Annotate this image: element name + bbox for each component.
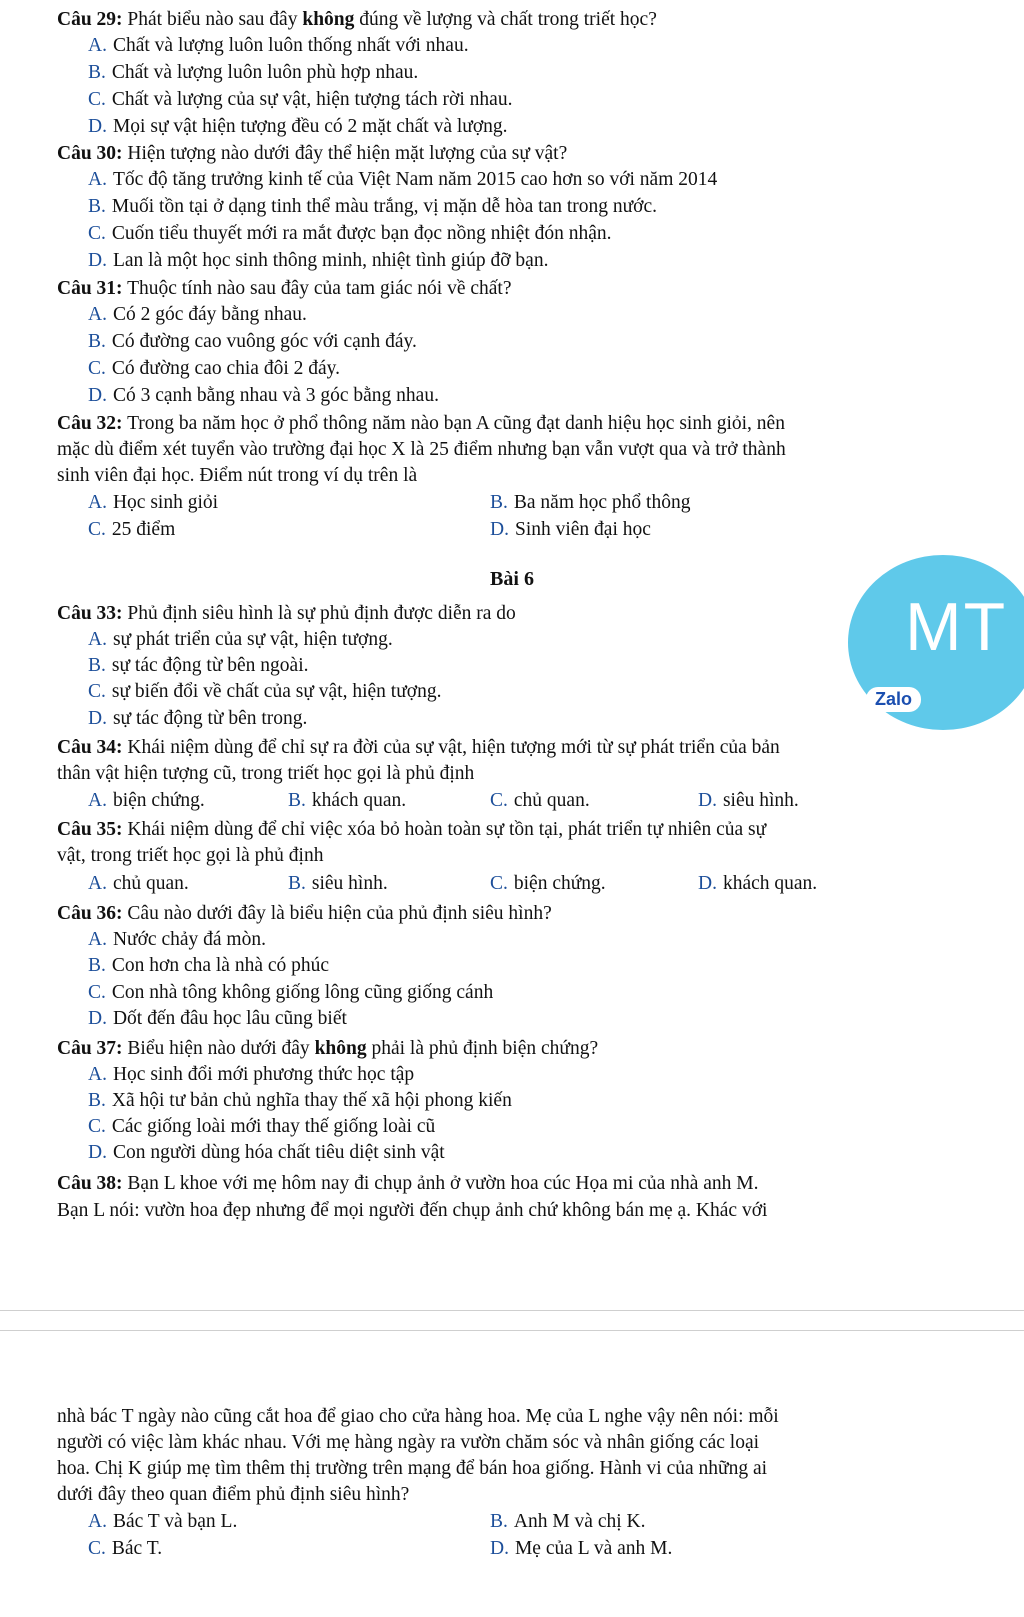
section-title: Bài 6 bbox=[490, 568, 534, 590]
q32-b: B. bbox=[490, 492, 508, 513]
q38-stem-line4: người có việc làm khác nhau. Với mẹ hàng ngày ra vườn chăm sóc và nhân giống các loại bbox=[57, 1432, 760, 1453]
q32-option-d[interactable] bbox=[490, 518, 651, 542]
q29-c-text: Chất và lượng của sự vật, hiện tượng tách rời nhau. bbox=[111, 89, 513, 110]
q30-d: D. bbox=[88, 250, 107, 271]
q35-stem-line2: vật, trong triết học gọi là phủ định bbox=[57, 845, 324, 866]
q33-c: C. bbox=[88, 681, 106, 702]
q36-d-text: Dốt đến đâu học lâu cũng biết bbox=[112, 1008, 347, 1029]
q34-stem-line1 bbox=[57, 736, 780, 760]
q34-stem-line2: thân vật hiện tượng cũ, trong triết học gọi là phủ định bbox=[57, 763, 475, 784]
q36-stem: Câu nào dưới đây là biểu hiện của phủ định siêu hình? bbox=[122, 903, 552, 924]
q32-stem-line3: sinh viên đại học. Điểm nút trong ví dụ trên là bbox=[57, 465, 418, 486]
q37-c: C. bbox=[88, 1116, 106, 1137]
q32-c: C. bbox=[88, 519, 106, 540]
q29-label: Câu 29: bbox=[57, 9, 123, 30]
q31-b-text: Có đường cao vuông góc với cạnh đáy. bbox=[111, 331, 417, 352]
q35-option-a[interactable] bbox=[88, 872, 189, 896]
page-divider-top bbox=[0, 1310, 1024, 1311]
q37-c-text: Các giống loài mới thay thế giống loài cũ bbox=[111, 1116, 436, 1137]
q30-option-d[interactable] bbox=[88, 249, 548, 273]
q34-option-d[interactable] bbox=[698, 789, 799, 813]
q37-d: D. bbox=[88, 1142, 107, 1163]
q37-stem-bold: không bbox=[314, 1038, 367, 1059]
q37-option-c[interactable] bbox=[88, 1115, 435, 1139]
q38-stem-line1 bbox=[57, 1172, 758, 1196]
q38-d: D. bbox=[490, 1538, 509, 1559]
q35-b: B. bbox=[288, 873, 306, 894]
q29-d-text: Mọi sự vật hiện tượng đều có 2 mặt chất và lượng. bbox=[112, 116, 508, 137]
q38-stem-line2: Bạn L nói: vườn hoa đẹp nhưng để mọi người đến chụp ảnh chứ không bán mẹ ạ. Khác với bbox=[57, 1200, 768, 1221]
q32-d-text: Sinh viên đại học bbox=[514, 519, 651, 540]
q31-d: D. bbox=[88, 385, 107, 406]
q36-option-c[interactable] bbox=[88, 981, 493, 1005]
q30-b: B. bbox=[88, 196, 106, 217]
q29-a: A. bbox=[88, 35, 107, 56]
q30-option-a[interactable] bbox=[88, 168, 717, 192]
q29-b-text: Chất và lượng luôn luôn phù hợp nhau. bbox=[111, 62, 419, 83]
q37-a-text: Học sinh đổi mới phương thức học tập bbox=[112, 1064, 415, 1085]
q37-option-b[interactable] bbox=[88, 1089, 512, 1113]
q32-a-text: Học sinh giỏi bbox=[112, 492, 219, 513]
q34-option-b[interactable] bbox=[288, 789, 406, 813]
q32-a: A. bbox=[88, 492, 107, 513]
q34-option-a[interactable] bbox=[88, 789, 205, 813]
q34-c-text: chủ quan. bbox=[513, 790, 590, 811]
q35-d-text: khách quan. bbox=[722, 873, 818, 894]
q32-b-text: Ba năm học phổ thông bbox=[513, 492, 691, 513]
q30-b-text: Muối tồn tại ở dạng tinh thể màu trắng, vị mặn dễ hòa tan trong nước. bbox=[111, 196, 658, 217]
q36-option-d[interactable] bbox=[88, 1007, 347, 1031]
q35-a: A. bbox=[88, 873, 107, 894]
q34-b-text: khách quan. bbox=[311, 790, 407, 811]
q38-c: C. bbox=[88, 1538, 106, 1559]
q38-b-text: Anh M và chị K. bbox=[513, 1511, 646, 1532]
q33-a-text: sự phát triển của sự vật, hiện tượng. bbox=[112, 629, 393, 650]
q37-b-text: Xã hội tư bản chủ nghĩa thay thế xã hội phong kiến bbox=[111, 1090, 512, 1111]
q38-b: B. bbox=[490, 1511, 508, 1532]
q35-label: Câu 35: bbox=[57, 819, 123, 840]
q29-a-text: Chất và lượng luôn luôn thống nhất với nhau. bbox=[112, 35, 469, 56]
q37-stem-pre: Biểu hiện nào dưới đây bbox=[122, 1038, 315, 1059]
q32-option-a[interactable] bbox=[88, 491, 218, 515]
q34-option-c[interactable] bbox=[490, 789, 590, 813]
q30-option-c[interactable] bbox=[88, 222, 612, 246]
q33-b-text: sự tác động từ bên ngoài. bbox=[111, 655, 309, 676]
page-divider-bottom bbox=[0, 1330, 1024, 1331]
q31-b: B. bbox=[88, 331, 106, 352]
q29-stem-pre: Phát biểu nào sau đây bbox=[122, 9, 303, 30]
q35-option-c[interactable] bbox=[490, 872, 606, 896]
q38-label: Câu 38: bbox=[57, 1173, 123, 1194]
q33-option-b[interactable] bbox=[88, 654, 309, 678]
q37-option-a[interactable] bbox=[88, 1063, 414, 1087]
q36-option-b[interactable] bbox=[88, 954, 329, 978]
q36-c-text: Con nhà tông không giống lông cũng giống cánh bbox=[111, 982, 494, 1003]
q33-option-a[interactable] bbox=[88, 628, 393, 652]
q33-a: A. bbox=[88, 629, 107, 650]
q37-stem-post: phải là phủ định biện chứng? bbox=[366, 1038, 599, 1059]
q33-stem bbox=[57, 602, 516, 626]
q38-a-text: Bác T và bạn L. bbox=[112, 1511, 238, 1532]
q31-c: C. bbox=[88, 358, 106, 379]
q34-stem1: Khái niệm dùng để chỉ sự ra đời của sự vật, hiện tượng mới từ sự phát triển của bản bbox=[122, 737, 780, 758]
q38-d-text: Mẹ của L và anh M. bbox=[514, 1538, 673, 1559]
q29-d: D. bbox=[88, 116, 107, 137]
q36-option-a[interactable] bbox=[88, 928, 266, 952]
q36-a: A. bbox=[88, 929, 107, 950]
q29-stem-post: đúng về lượng và chất trong triết học? bbox=[354, 9, 657, 30]
q36-stem bbox=[57, 902, 552, 926]
q37-a: A. bbox=[88, 1064, 107, 1085]
q35-d: D. bbox=[698, 873, 717, 894]
q36-b: B. bbox=[88, 955, 106, 976]
q35-option-d[interactable] bbox=[698, 872, 817, 896]
q33-d: D. bbox=[88, 708, 107, 729]
q35-c: C. bbox=[490, 873, 508, 894]
q29-c: C. bbox=[88, 89, 106, 110]
q38-stem-line5: hoa. Chị K giúp mẹ tìm thêm thị trường trên mạng để bán hoa giống. Hành vi của những ai bbox=[57, 1458, 768, 1479]
q33-c-text: sự biến đổi về chất của sự vật, hiện tượng. bbox=[111, 681, 442, 702]
q31-option-d[interactable] bbox=[88, 384, 439, 408]
q30-label: Câu 30: bbox=[57, 143, 123, 164]
q37-d-text: Con người dùng hóa chất tiêu diệt sinh vật bbox=[112, 1142, 445, 1163]
q32-label: Câu 32: bbox=[57, 413, 123, 434]
q31-a: A. bbox=[88, 304, 107, 325]
q32-option-c[interactable] bbox=[88, 518, 175, 542]
q31-stem: Thuộc tính nào sau đây của tam giác nói về chất? bbox=[122, 278, 512, 299]
q38-c-text: Bác T. bbox=[111, 1538, 163, 1559]
q38-stem-line6: dưới đây theo quan điểm phủ định siêu hình? bbox=[57, 1484, 410, 1505]
q29-option-c[interactable] bbox=[88, 88, 512, 112]
q38-stem1: Bạn L khoe với mẹ hôm nay đi chụp ảnh ở vườn hoa cúc Họa mi của nhà anh M. bbox=[122, 1173, 759, 1194]
q30-d-text: Lan là một học sinh thông minh, nhiệt tình giúp đỡ bạn. bbox=[112, 250, 549, 271]
q38-a: A. bbox=[88, 1511, 107, 1532]
q36-a-text: Nước chảy đá mòn. bbox=[112, 929, 266, 950]
q35-stem1: Khái niệm dùng để chỉ việc xóa bỏ hoàn toàn sự tồn tại, phát triển tự nhiên của sự bbox=[122, 819, 767, 840]
q33-stem: Phủ định siêu hình là sự phủ định được diễn ra do bbox=[122, 603, 516, 624]
q36-label: Câu 36: bbox=[57, 903, 123, 924]
q32-stem-line2: mặc dù điểm xét tuyển vào trường đại học X là 25 điểm nhưng bạn vẫn vượt qua và trở thành bbox=[57, 439, 786, 460]
q30-c-text: Cuốn tiểu thuyết mới ra mắt được bạn đọc nồng nhiệt đón nhận. bbox=[111, 223, 612, 244]
q34-d: D. bbox=[698, 790, 717, 811]
q31-c-text: Có đường cao chia đôi 2 đáy. bbox=[111, 358, 340, 379]
q31-stem bbox=[57, 277, 512, 301]
q32-option-b[interactable] bbox=[490, 491, 690, 515]
q35-a-text: chủ quan. bbox=[112, 873, 189, 894]
q29-stem bbox=[57, 8, 657, 32]
q31-option-b[interactable] bbox=[88, 330, 417, 354]
q34-a-text: biện chứng. bbox=[112, 790, 205, 811]
q38-option-a[interactable] bbox=[88, 1510, 237, 1534]
q37-option-d[interactable] bbox=[88, 1141, 445, 1165]
q36-c: C. bbox=[88, 982, 106, 1003]
q30-stem: Hiện tượng nào dưới đây thể hiện mặt lượng của sự vật? bbox=[122, 143, 568, 164]
q37-stem bbox=[57, 1037, 598, 1061]
q38-option-d[interactable] bbox=[490, 1537, 672, 1561]
q32-c-text: 25 điểm bbox=[111, 519, 176, 540]
q29-option-b[interactable] bbox=[88, 61, 418, 85]
q30-c: C. bbox=[88, 223, 106, 244]
q37-b: B. bbox=[88, 1090, 106, 1111]
q30-stem bbox=[57, 142, 567, 166]
q34-a: A. bbox=[88, 790, 107, 811]
q29-b: B. bbox=[88, 62, 106, 83]
q32-stem1: Trong ba năm học ở phổ thông năm nào bạn A cũng đạt danh hiệu học sinh giỏi, nên bbox=[122, 413, 785, 434]
q36-d: D. bbox=[88, 1008, 107, 1029]
q32-stem-line1 bbox=[57, 412, 785, 436]
q33-d-text: sự tác động từ bên trong. bbox=[112, 708, 308, 729]
q34-b: B. bbox=[288, 790, 306, 811]
q35-stem-line1 bbox=[57, 818, 766, 842]
q38-option-c[interactable] bbox=[88, 1537, 162, 1561]
q33-option-c[interactable] bbox=[88, 680, 441, 704]
q36-b-text: Con hơn cha là nhà có phúc bbox=[111, 955, 330, 976]
q29-stem-bold: không bbox=[302, 9, 355, 30]
q34-c: C. bbox=[490, 790, 508, 811]
q33-label: Câu 33: bbox=[57, 603, 123, 624]
q37-label: Câu 37: bbox=[57, 1038, 123, 1059]
q35-b-text: siêu hình. bbox=[311, 873, 388, 894]
q31-option-c[interactable] bbox=[88, 357, 340, 381]
q31-option-a[interactable] bbox=[88, 303, 307, 327]
q31-a-text: Có 2 góc đáy bằng nhau. bbox=[112, 304, 307, 325]
q29-option-d[interactable] bbox=[88, 115, 508, 139]
q30-a-text: Tốc độ tăng trưởng kinh tế của Việt Nam năm 2015 cao hơn so với năm 2014 bbox=[112, 169, 718, 190]
q31-label: Câu 31: bbox=[57, 278, 123, 299]
zalo-badge[interactable]: Zalo bbox=[866, 687, 921, 712]
q38-stem-line3: nhà bác T ngày nào cũng cắt hoa để giao cho cửa hàng hoa. Mẹ của L nghe vậy nên nói: mỗi bbox=[57, 1406, 779, 1427]
q38-option-b[interactable] bbox=[490, 1510, 646, 1534]
q30-option-b[interactable] bbox=[88, 195, 657, 219]
q29-option-a[interactable] bbox=[88, 34, 469, 58]
q31-d-text: Có 3 cạnh bằng nhau và 3 góc bằng nhau. bbox=[112, 385, 439, 406]
mt-logo-text: MT bbox=[905, 589, 1008, 665]
q34-d-text: siêu hình. bbox=[722, 790, 799, 811]
q32-d: D. bbox=[490, 519, 509, 540]
q35-c-text: biện chứng. bbox=[513, 873, 606, 894]
q30-a: A. bbox=[88, 169, 107, 190]
q34-label: Câu 34: bbox=[57, 737, 123, 758]
q33-option-d[interactable] bbox=[88, 707, 307, 731]
q33-b: B. bbox=[88, 655, 106, 676]
q35-option-b[interactable] bbox=[288, 872, 388, 896]
